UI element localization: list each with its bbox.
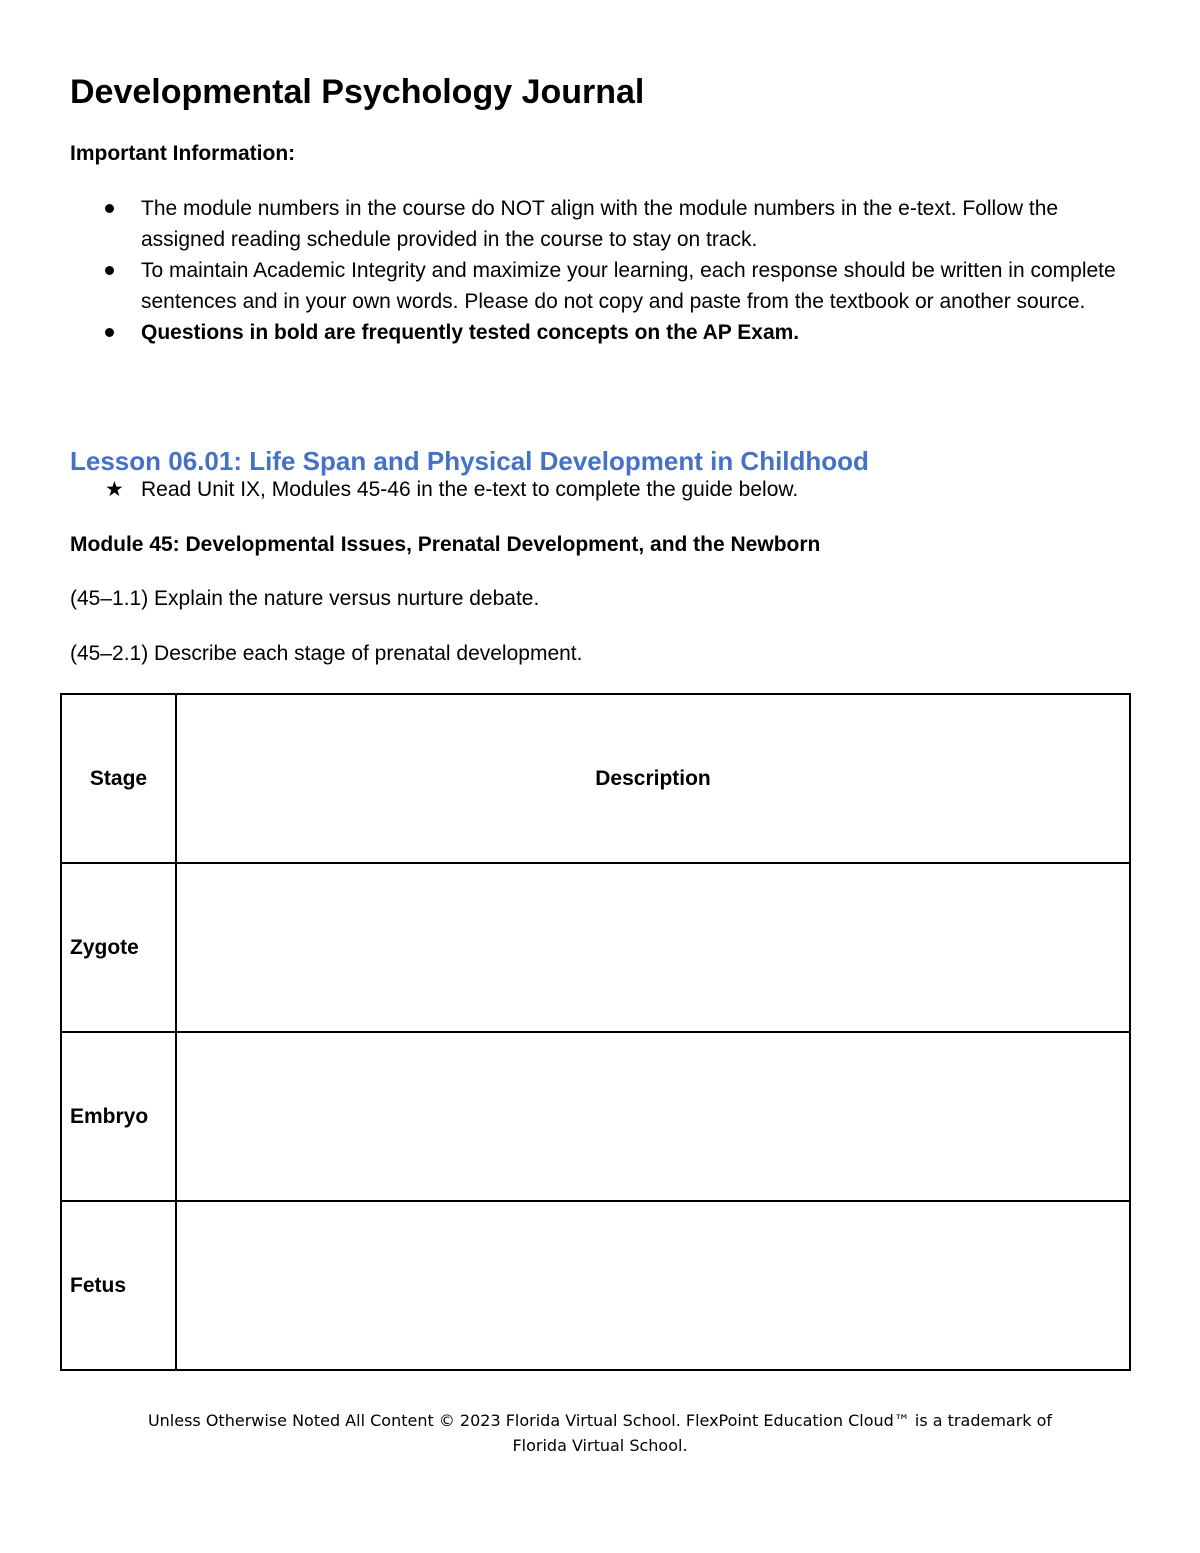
list-item (70, 193, 1140, 255)
bullet-dot-icon (105, 266, 114, 275)
footer-line: Unless Otherwise Noted All Content © 2023 Florida Virtual School. FlexPoint Education Cloud™ is a trademark of (147, 1411, 1053, 1430)
bullet-dot-icon (105, 328, 114, 337)
table-row (61, 863, 1130, 1032)
description-cell[interactable] (176, 1032, 1130, 1201)
lesson-title: Lesson 06.01: Life Span and Physical Development in Childhood (70, 446, 869, 476)
stage-cell: Fetus (61, 1201, 176, 1370)
stage-cell: Embryo (61, 1032, 176, 1201)
bullet-dot-icon (105, 204, 114, 213)
reading-assignment (105, 476, 798, 504)
copyright-footer (0, 1408, 1200, 1458)
important-information-label: Important Information: (70, 142, 296, 165)
list-item-text: Questions in bold are frequently tested concepts on the AP Exam. (141, 321, 800, 344)
list-item-text: The module numbers in the course do NOT align with the module numbers in the e-text. Follow the assigned reading schedule provided in the course to stay on track. (141, 197, 1059, 251)
list-item-text: To maintain Academic Integrity and maximize your learning, each response should be written in complete sentences and in your own words. Please do not copy and paste from the textbook or another source. (141, 259, 1116, 313)
footer-line: Florida Virtual School. (512, 1436, 688, 1455)
list-item (70, 255, 1140, 317)
prenatal-stages-table (60, 693, 1131, 1371)
stage-cell: Zygote (61, 863, 176, 1032)
table-header-row (61, 694, 1130, 863)
table-row (61, 1032, 1130, 1201)
column-header-stage: Stage (61, 694, 176, 863)
table-row (61, 1201, 1130, 1370)
description-cell[interactable] (176, 863, 1130, 1032)
objective-text: (45–1.1) Explain the nature versus nurture debate. (70, 587, 540, 610)
description-cell[interactable] (176, 1201, 1130, 1370)
star-icon: ★ (105, 478, 124, 501)
page-title: Developmental Psychology Journal (70, 73, 645, 111)
reading-assignment-text: Read Unit IX, Modules 45-46 in the e-text to complete the guide below. (141, 478, 799, 501)
module-title: Module 45: Developmental Issues, Prenatal Development, and the Newborn (70, 533, 821, 556)
objective-text: (45–2.1) Describe each stage of prenatal development. (70, 642, 583, 665)
important-information-list (70, 193, 1140, 348)
column-header-description: Description (176, 694, 1130, 863)
list-item (70, 317, 1140, 348)
